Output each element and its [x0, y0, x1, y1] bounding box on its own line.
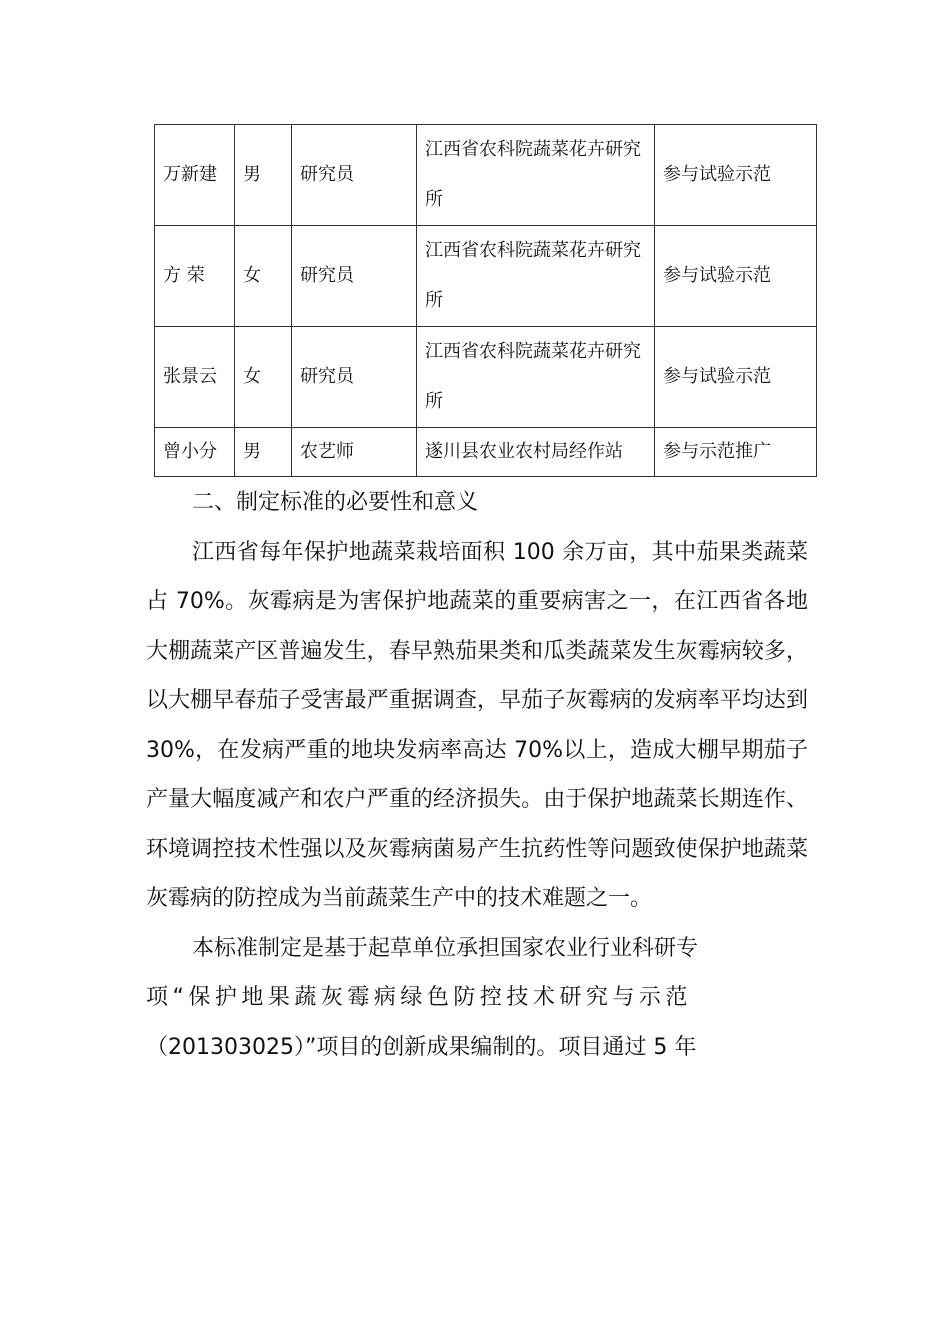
table-row — [155, 226, 817, 327]
table-row — [155, 327, 817, 428]
unit-cell — [417, 125, 655, 226]
role-cell: 参与试验示范 — [655, 125, 817, 226]
unit-cell — [417, 226, 655, 327]
gender-cell: 男 — [235, 428, 292, 477]
unit-cell: 遂川县农业农村局经作站 — [417, 428, 655, 477]
table-row — [155, 125, 817, 226]
gender-cell: 女 — [235, 327, 292, 428]
unit-text: 江西省农科院蔬菜花卉研究所 — [425, 240, 641, 311]
role-cell: 参与试验示范 — [655, 226, 817, 327]
paragraph-line: （201303025）”项目的创新成果编制的。项目通过 5 年 — [146, 1034, 697, 1060]
document-body — [146, 478, 808, 1072]
name-cell: 张景云 — [155, 327, 235, 428]
unit-cell — [417, 327, 655, 428]
paragraph-line: 项“保护地果蔬灰霉病绿色防控技术研究与示范 — [146, 985, 692, 1010]
staff-table — [154, 124, 817, 477]
section-heading: 二、制定标准的必要性和意义 — [192, 490, 479, 515]
unit-text: 江西省农科院蔬菜花卉研究所 — [425, 139, 641, 210]
paragraph-line: 本标准制定是基于起草单位承担国家农业行业科研专 — [192, 935, 699, 961]
title-cell: 研究员 — [292, 226, 417, 327]
name-cell: 万新建 — [155, 125, 235, 226]
unit-text: 江西省农科院蔬菜花卉研究所 — [425, 341, 641, 412]
name-cell: 曾小分 — [155, 428, 235, 477]
gender-cell: 女 — [235, 226, 292, 327]
role-cell: 参与试验示范 — [655, 327, 817, 428]
title-cell: 研究员 — [292, 327, 417, 428]
title-cell: 研究员 — [292, 125, 417, 226]
title-cell: 农艺师 — [292, 428, 417, 477]
role-cell: 参与示范推广 — [655, 428, 817, 477]
gender-cell: 男 — [235, 125, 292, 226]
table-row — [155, 428, 817, 477]
paragraph: 江西省每年保护地蔬菜栽培面积 100 余万亩，其中茄果类蔬菜占 70%。灰霉病是为害保护地蔬菜的重要病害之一，在江西省各地大棚蔬菜产区普遍发生，春早熟茄果类和瓜类蔬菜发生灰霉病较多，以大棚早春茄子受害最严重据调查，早茄子灰霉病的发病率平均达到 30%，在发病严重的地块发病率高达 70%以上，造成大棚早期茄子产量大幅度减产和农户严重的经济损失。由于保护地蔬菜长期连作、环境调控技术性强以及灰霉病菌易产生抗药性等问题致使保护地蔬菜灰霉病的防控成为当前蔬菜生产中的技术难题之一。 — [146, 539, 808, 911]
name-cell: 方 荣 — [155, 226, 235, 327]
